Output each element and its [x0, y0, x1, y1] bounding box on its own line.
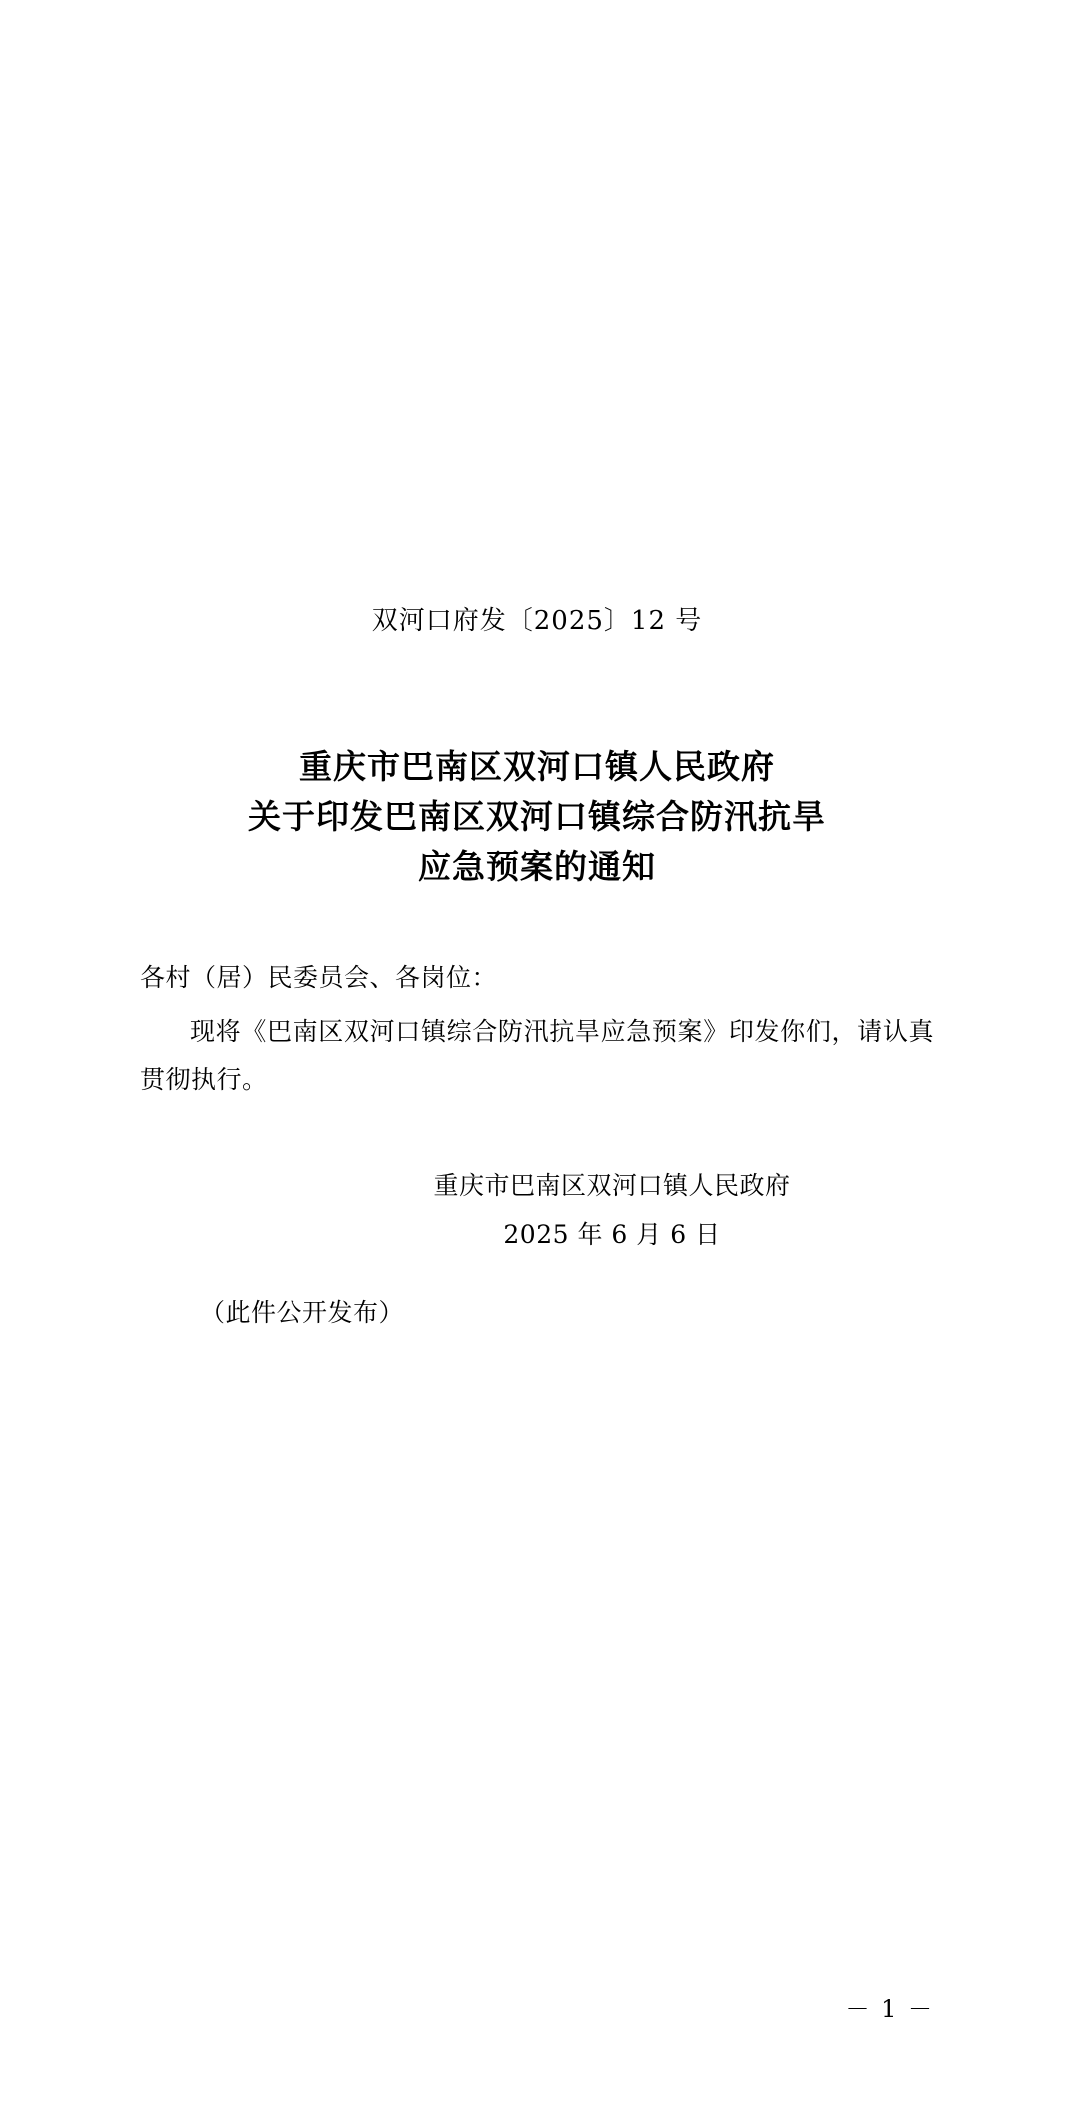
title-line-2: 关于印发巴南区双河口镇综合防汛抗旱: [248, 797, 826, 837]
publish-note: （此件公开发布）: [200, 1298, 405, 1328]
document-number: 双河口府发〔2025〕12 号: [371, 606, 703, 636]
signature-block: [140, 1162, 934, 1260]
title-line-3: 应急预案的通知: [418, 847, 656, 887]
document-title: [140, 742, 934, 892]
signature-date: 2025 年 6 月 6 日: [503, 1219, 721, 1249]
signature-issuer: 重庆市巴南区双河口镇人民政府: [433, 1170, 791, 1200]
page-number: － 1 －: [845, 1995, 934, 2023]
body-paragraph: 现将《巴南区双河口镇综合防汛抗旱应急预案》印发你们，请认真贯彻执行。: [140, 1016, 934, 1094]
recipient-line: 各村（居）民委员会、各岗位：: [140, 963, 498, 993]
title-line-1: 重庆市巴南区双河口镇人民政府: [299, 747, 775, 786]
document-page: [0, 600, 1074, 2120]
